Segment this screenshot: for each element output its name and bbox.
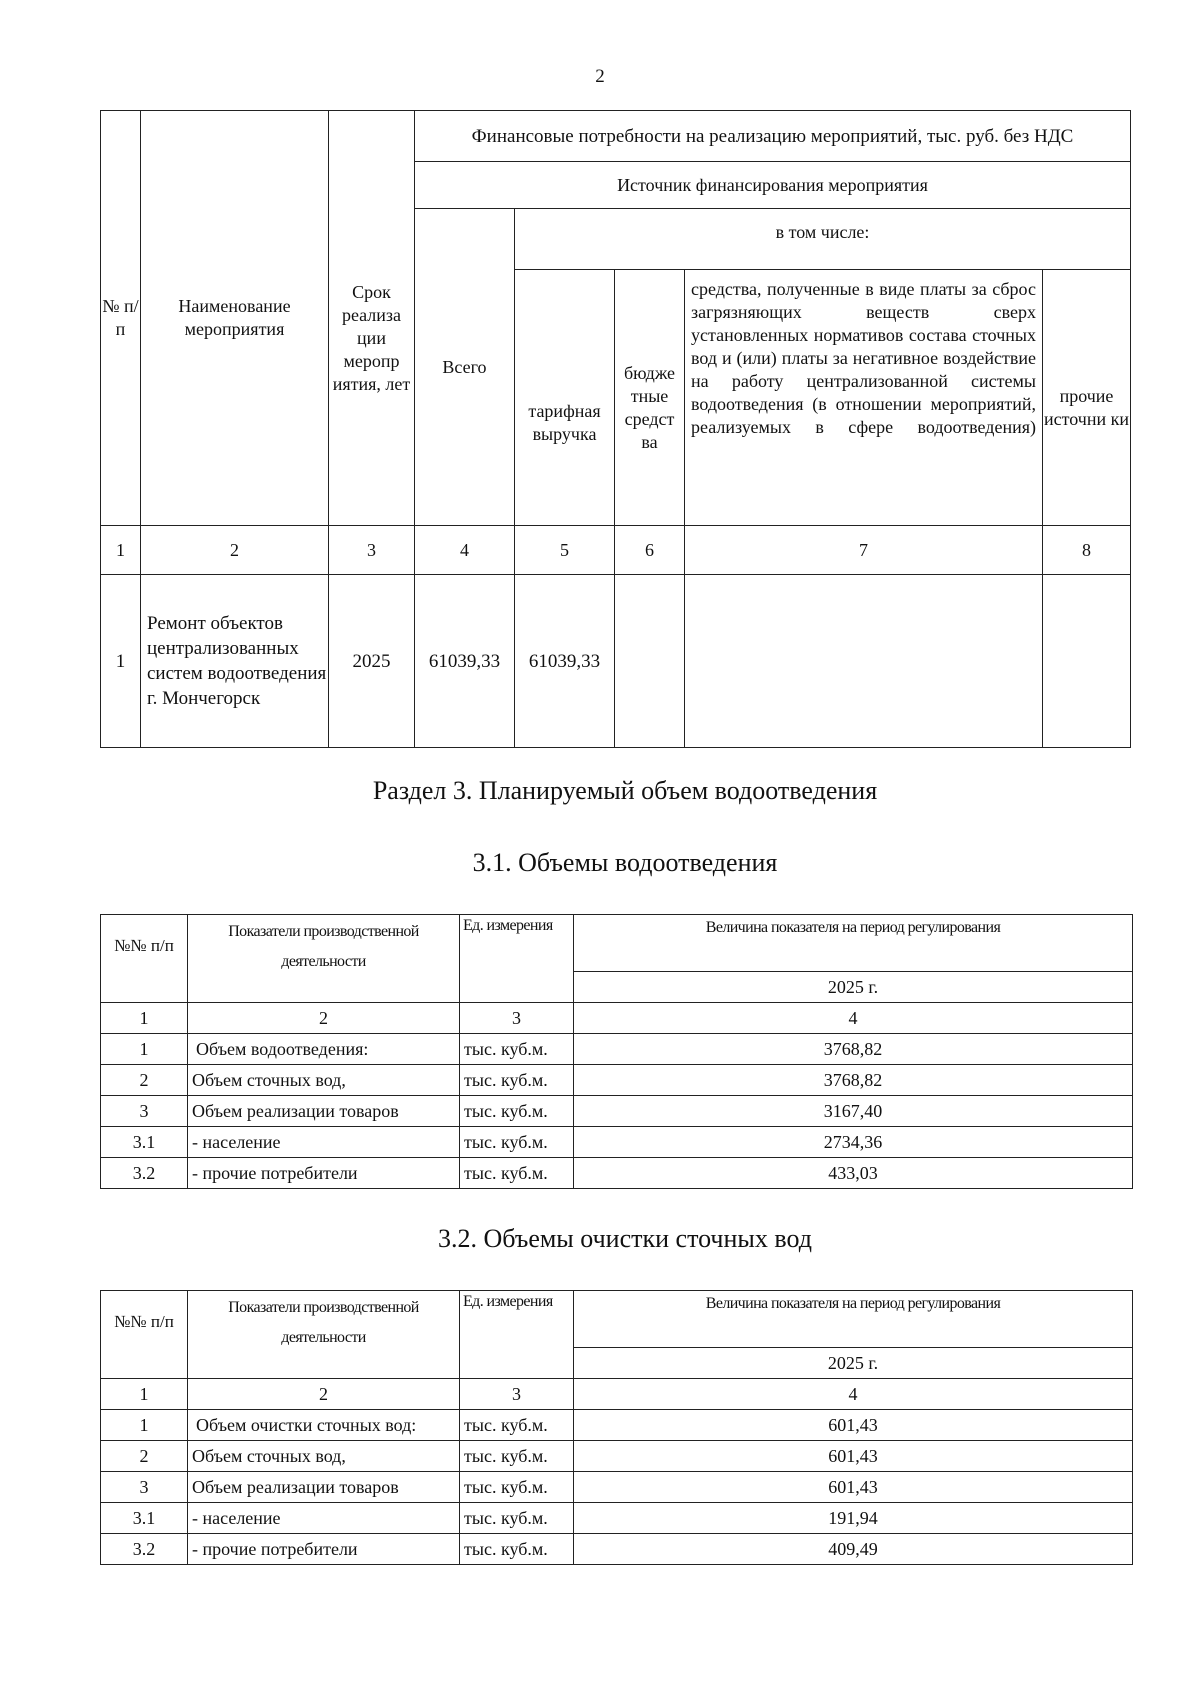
row-value: 191,94 [574,1503,1133,1534]
row-indicator: Объем сточных вод, [188,1065,460,1096]
row-number: 3.1 [101,1127,188,1158]
row-number: 3 [101,1472,188,1503]
row-measure-name: Ремонт объектов централизованных систем водоотведения г. Мончегорск [141,575,329,748]
row-unit: тыс. куб.м. [460,1534,574,1565]
row-indicator: Объем реализации товаров [188,1096,460,1127]
row-value: 601,43 [574,1441,1133,1472]
row-unit: тыс. куб.м. [460,1503,574,1534]
column-number: 6 [615,526,685,575]
header-indicator: Показатели производственной деятельности [188,1291,460,1379]
table-row [101,1410,1133,1441]
header-budget-funds: бюдже тные средст ва [615,270,685,526]
row-indicator: - прочие потребители [188,1534,460,1565]
row-budget-funds [615,575,685,748]
table-row [101,1127,1133,1158]
row-indicator: - население [188,1127,460,1158]
row-term: 2025 [329,575,415,748]
header-total: Всего [415,209,515,526]
column-number: 2 [141,526,329,575]
column-number: 3 [460,1003,574,1034]
table-row [101,1503,1133,1534]
header-number: №№ п/п [101,915,188,1003]
row-number: 2 [101,1441,188,1472]
header-financial-needs: Финансовые потребности на реализацию мероприятий, тыс. руб. без НДС [415,111,1131,162]
row-indicator: Объем очистки сточных вод: [188,1410,460,1441]
header-value: Величина показателя на период регулирования [574,915,1133,972]
row-tariff-revenue: 61039,33 [515,575,615,748]
row-unit: тыс. куб.м. [460,1410,574,1441]
row-number: 3 [101,1096,188,1127]
table-row [101,1441,1133,1472]
table-row [101,1472,1133,1503]
row-number: 2 [101,1065,188,1096]
row-unit: тыс. куб.м. [460,1096,574,1127]
page-number: 2 [595,66,605,87]
row-unit: тыс. куб.м. [460,1441,574,1472]
row-other-sources [1043,575,1131,748]
row-value: 433,03 [574,1158,1133,1189]
row-value: 601,43 [574,1472,1133,1503]
column-number: 7 [685,526,1043,575]
column-number: 1 [101,526,141,575]
row-value: 3768,82 [574,1034,1133,1065]
header-measure-name: Наименование мероприятия [141,111,329,526]
column-number: 2 [188,1003,460,1034]
column-number: 2 [188,1379,460,1410]
column-number: 3 [460,1379,574,1410]
row-indicator: - прочие потребители [188,1158,460,1189]
header-term: Срок реализа ции меропр иятия, лет [329,111,415,526]
column-number: 1 [101,1379,188,1410]
header-unit: Ед. измерения [460,915,574,1003]
row-unit: тыс. куб.м. [460,1034,574,1065]
column-number: 8 [1043,526,1131,575]
column-number: 1 [101,1003,188,1034]
header-unit: Ед. измерения [460,1291,574,1379]
row-value: 409,49 [574,1534,1133,1565]
header-tariff-revenue: тарифная выручка [515,270,615,526]
header-year: 2025 г. [574,1348,1133,1379]
column-number: 3 [329,526,415,575]
table-row [101,1034,1133,1065]
row-value: 2734,36 [574,1127,1133,1158]
column-number: 5 [515,526,615,575]
row-number: 1 [101,1410,188,1441]
row-indicator: Объем реализации товаров [188,1472,460,1503]
header-pollution-fees: средства, полученные в виде платы за сброс загрязняющих веществ сверх установленных нормативов состава сточных вод и (или) платы за негативное воздействие на работу централизованной системы водоотведения (в отношении мероприятий, реализуемых в сфере водоотведения) [685,270,1043,526]
section-title: Раздел 3. Планируемый объем водоотведения [372,776,878,805]
row-unit: тыс. куб.м. [460,1158,574,1189]
row-pollution-fees [685,575,1043,748]
subsection-title-3-1: 3.1. Объемы водоотведения [472,848,778,877]
header-value: Величина показателя на период регулирования [574,1291,1133,1348]
table-row [101,1158,1133,1189]
column-number: 4 [574,1003,1133,1034]
header-year: 2025 г. [574,972,1133,1003]
row-number: 1 [101,575,141,748]
row-value: 3167,40 [574,1096,1133,1127]
row-value: 3768,82 [574,1065,1133,1096]
row-number: 1 [101,1034,188,1065]
column-number: 4 [574,1379,1133,1410]
header-number: №№ п/п [101,1291,188,1379]
header-number: № п/п [101,111,141,526]
row-indicator: Объем водоотведения: [188,1034,460,1065]
header-funding-source: Источник финансирования мероприятия [415,162,1131,209]
row-indicator: - население [188,1503,460,1534]
wastewater-treatment-table [100,1290,1133,1565]
financial-needs-table [100,110,1131,748]
row-number: 3.2 [101,1158,188,1189]
row-total: 61039,33 [415,575,515,748]
wastewater-volumes-table [100,914,1133,1189]
header-other-sources: прочие источни ки [1043,270,1131,526]
header-including: в том числе: [515,209,1131,270]
table-row [101,1096,1133,1127]
row-number: 3.2 [101,1534,188,1565]
row-value: 601,43 [574,1410,1133,1441]
header-indicator: Показатели производственной деятельности [188,915,460,1003]
table-row [101,1534,1133,1565]
table-row [101,1065,1133,1096]
row-unit: тыс. куб.м. [460,1065,574,1096]
row-indicator: Объем сточных вод, [188,1441,460,1472]
subsection-title-3-2: 3.2. Объемы очистки сточных вод [438,1224,812,1253]
table-row [101,575,1131,748]
row-number: 3.1 [101,1503,188,1534]
row-unit: тыс. куб.м. [460,1472,574,1503]
column-number: 4 [415,526,515,575]
row-unit: тыс. куб.м. [460,1127,574,1158]
